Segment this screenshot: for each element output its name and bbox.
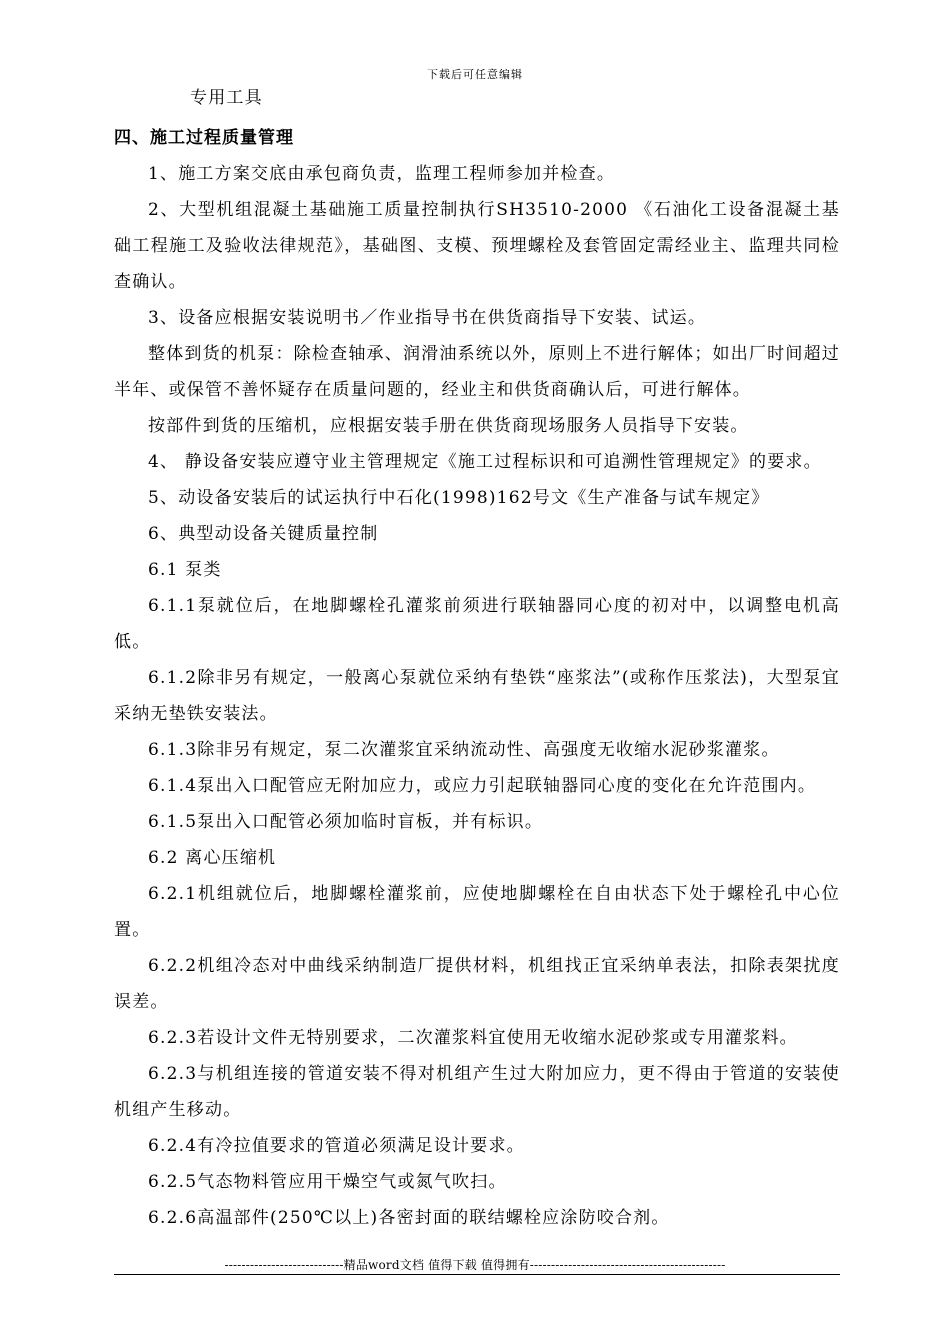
paragraph-5: 按部件到货的压缩机，应根据安装手册在供货商现场服务人员指导下安装。 [148, 416, 749, 436]
paragraph-21: 6.2.5气态物料管应用干燥空气或氮气吹扫。 [148, 1172, 507, 1192]
footer-divider [114, 1274, 840, 1275]
paragraph-18: 6.2.3若设计文件无特别要求，二次灌浆料宜使用无收缩水泥砂浆或专用灌浆料。 [148, 1028, 798, 1048]
paragraph-12: 6.1.3除非另有规定，泵二次灌浆宜采纳流动性、高强度无收缩水泥砂浆灌浆。 [148, 740, 780, 760]
paragraph-14: 6.1.5泵出入口配管必须加临时盲板，并有标识。 [148, 812, 544, 832]
paragraph-9: 6.1 泵类 [148, 560, 222, 580]
paragraph-6: 4、 静设备安装应遵守业主管理规定《施工过程标识和可追溯性管理规定》的要求。 [148, 452, 822, 472]
paragraph-3: 3、设备应根据安装说明书／作业指导书在供货商指导下安装、试运。 [148, 308, 707, 328]
paragraph-20: 6.2.4有冷拉值要求的管道必须满足设计要求。 [148, 1136, 525, 1156]
paragraph-17: 6.2.2机组冷态对中曲线采纳制造厂提供材料，机组找正宜采纳单表法，扣除表架扰度误差。 [114, 956, 840, 1012]
document-body [114, 80, 840, 1236]
paragraph-22: 6.2.6高温部件(250℃以上)各密封面的联结螺栓应涂防咬合剂。 [148, 1208, 670, 1228]
paragraph-10: 6.1.1泵就位后，在地脚螺栓孔灌浆前须进行联轴器同心度的初对中，以调整电机高低。 [114, 596, 840, 652]
tool-line: 专用工具 [190, 88, 263, 108]
paragraph-11: 6.1.2除非另有规定，一般离心泵就位采纳有垫铁“座浆法”(或称作压浆法)，大型泵宜采纳无垫铁安装法。 [114, 668, 840, 724]
paragraph-7: 5、动设备安装后的试运执行中石化(1998)162号文《生产准备与试车规定》 [148, 488, 770, 508]
paragraph-16: 6.2.1机组就位后，地脚螺栓灌浆前，应使地脚螺栓在自由状态下处于螺栓孔中心位置。 [114, 884, 840, 940]
section-title: 四、施工过程质量管理 [114, 128, 294, 148]
page-header: 下载后可任意编辑 [427, 68, 523, 81]
page-footer: ----------------------------精品word文档 值得下载 值得拥有---------------------------------------------- [224, 1258, 726, 1272]
paragraph-1: 1、施工方案交底由承包商负责，监理工程师参加并检查。 [148, 164, 616, 184]
paragraph-2: 2、大型机组混凝土基础施工质量控制执行SH3510-2000 《石油化工设备混凝土基础工程施工及验收法律规范》，基础图、支模、预埋螺栓及套管固定需经业主、监理共同检查确认。 [114, 200, 840, 292]
paragraph-8: 6、典型动设备关键质量控制 [148, 524, 379, 544]
paragraph-13: 6.1.4泵出入口配管应无附加应力，或应力引起联轴器同心度的变化在允许范围内。 [148, 776, 817, 796]
paragraph-4: 整体到货的机泵：除检查轴承、润滑油系统以外，原则上不进行解体；如出厂时间超过半年、或保管不善怀疑存在质量问题的，经业主和供货商确认后，可进行解体。 [114, 344, 840, 400]
paragraph-19: 6.2.3与机组连接的管道安装不得对机组产生过大附加应力，更不得由于管道的安装使机组产生移动。 [114, 1064, 840, 1120]
paragraph-15: 6.2 离心压缩机 [148, 848, 277, 868]
